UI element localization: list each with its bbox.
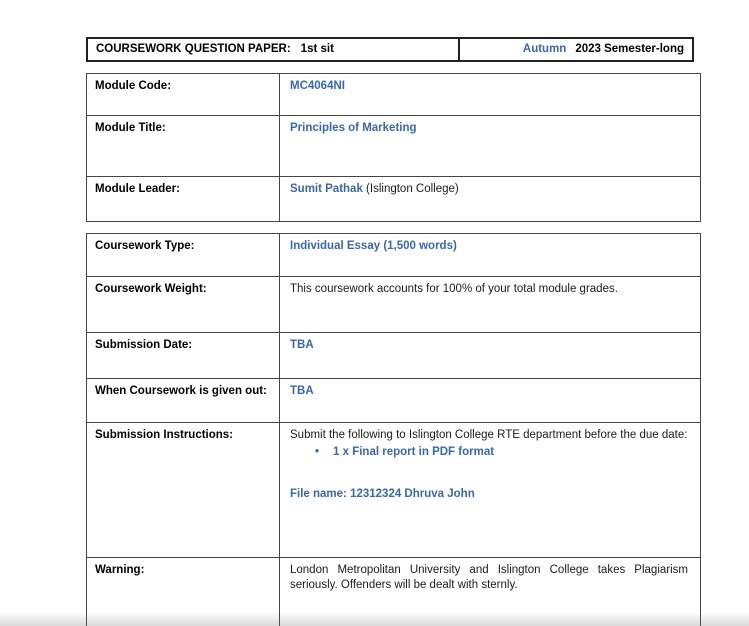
module-title-value-cell: [280, 116, 701, 177]
module-title-row: [87, 116, 701, 177]
module-code-label-cell: [87, 74, 280, 116]
module-title-label-cell: [87, 116, 280, 177]
module-leader-label: Module Leader:: [95, 183, 180, 195]
module-leader-affiliation: (Islington College): [362, 183, 459, 195]
module-code-value-cell: [280, 74, 701, 116]
coursework-info-table: [86, 233, 701, 626]
submission-date-label: Submission Date:: [95, 339, 193, 351]
instructions-bullet-line: [290, 445, 688, 460]
submission-instructions-label-cell: [87, 423, 280, 558]
submission-instructions-value-cell: [280, 423, 701, 558]
header-title-cell: [87, 38, 459, 61]
module-info-table: [86, 73, 701, 222]
instructions-intro: Submit the following to Islington College RTE department before the due date:: [290, 429, 688, 441]
given-out-row: [87, 379, 701, 423]
coursework-type-value: Individual Essay (1,500 words): [290, 240, 457, 252]
header-term-cell: [459, 38, 693, 61]
header-row: [87, 38, 693, 61]
module-code-row: [87, 74, 701, 116]
header-bar: [86, 37, 694, 62]
module-leader-row: [87, 177, 701, 222]
given-out-value-cell: [280, 379, 701, 423]
submission-date-value: TBA: [290, 339, 314, 351]
submission-instructions-row: [87, 423, 701, 558]
module-leader-value-cell: [280, 177, 701, 222]
coursework-weight-label-cell: [87, 277, 280, 333]
bullet-icon: •: [315, 446, 320, 458]
coursework-weight-value: This coursework accounts for 100% of your total module grades.: [290, 283, 618, 295]
attempt-label: 1st sit: [300, 43, 334, 55]
coursework-weight-label: Coursework Weight:: [95, 283, 207, 295]
submission-date-row: [87, 333, 701, 379]
submission-instructions-label: Submission Instructions:: [95, 429, 234, 441]
instructions-bullet-text: 1 x Final report in PDF format: [333, 446, 495, 458]
submission-date-label-cell: [87, 333, 280, 379]
warning-label: Warning:: [95, 564, 145, 576]
session-label: 2023 Semester-long: [575, 43, 684, 55]
submission-date-value-cell: [280, 333, 701, 379]
warning-label-cell: [87, 558, 280, 626]
paper-title: COURSEWORK QUESTION PAPER:: [96, 43, 291, 55]
module-leader-name: Sumit Pathak: [290, 183, 363, 195]
coursework-type-label-cell: [87, 234, 280, 277]
coursework-weight-value-cell: [280, 277, 701, 333]
module-title-value: Principles of Marketing: [290, 122, 417, 134]
given-out-label: When Coursework is given out:: [95, 385, 267, 397]
given-out-label-cell: [87, 379, 280, 423]
instructions-filename: File name: 12312324 Dhruva John: [290, 488, 475, 500]
term-label: Autumn: [522, 43, 567, 55]
module-code-label: Module Code:: [95, 80, 172, 92]
module-code-value: MC4064NI: [290, 80, 345, 92]
given-out-value: TBA: [290, 385, 314, 397]
coursework-type-value-cell: [280, 234, 701, 277]
coursework-type-label: Coursework Type:: [95, 240, 195, 252]
warning-row: [87, 558, 701, 626]
warning-text: London Metropolitan University and Islington College takes Plagiarism seriously. Offenders will be dealt with sternly.: [290, 564, 688, 591]
module-title-label: Module Title:: [95, 122, 166, 134]
coursework-weight-row: [87, 277, 701, 333]
warning-value-cell: [280, 558, 701, 626]
module-leader-label-cell: [87, 177, 280, 222]
coursework-type-row: [87, 234, 701, 277]
